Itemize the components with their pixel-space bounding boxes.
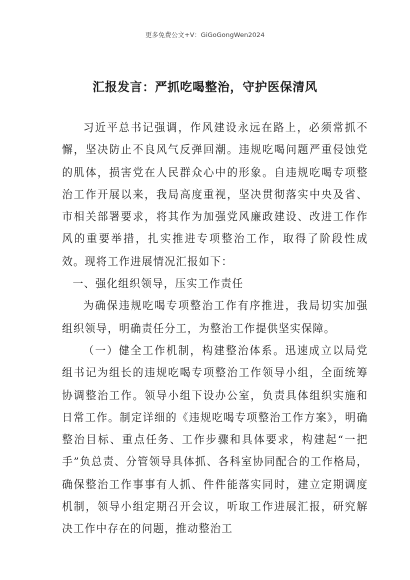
intro-paragraph: 习近平总书记强调，作风建设永远在路上，必须常抓不懈，坚决防止不良风气反弹回潮。违规吃喝问题严重侵蚀党的肌体，损害党在人民群众心中的形象。自违规吃喝专项整治工作开展以来，我局高度重视，坚决贯彻落实中央及省、市相关部署要求，将其作为加强党风廉政建设、改进工作作风的重要举措，扎实推进专项整治工作，取得了阶段性成效。现将工作进展情况汇报如下： [62,122,368,268]
header-watermark: 更多免费公文+V：GiGoGongWen2024 [145,31,265,39]
section-intro-paragraph: 为确保违规吃喝专项整治工作有序推进，我局切实加强组织领导，明确责任分工，为整治工作提供坚实保障。 [62,300,368,335]
document-body [62,117,368,541]
section-item-paragraph: （一）健全工作机制，构建整治体系。迅速成立以局党组书记为组长的违规吃喝专项整治工作领导小组，全面统筹协调整治工作。领导小组下设办公室，负责具体组织实施和日常工作。制定详细的《违规吃喝专项整治工作方案》，明确整治目标、重点任务、工作步骤和具体要求，构建起“一把手”负总责、分管领导具体抓、各科室协同配合的工作格局，确保整治工作事事有人抓、件件能落实同时，建立定期调度机制，领导小组定期召开会议，听取工作进展汇报，研究解决工作中存在的问题，推动整治工 [62,344,368,536]
section-heading: 一、强化组织领导，压实工作责任 [72,278,244,291]
document-title: 汇报发言：严抓吃喝整治，守护医保清风 [92,80,318,94]
